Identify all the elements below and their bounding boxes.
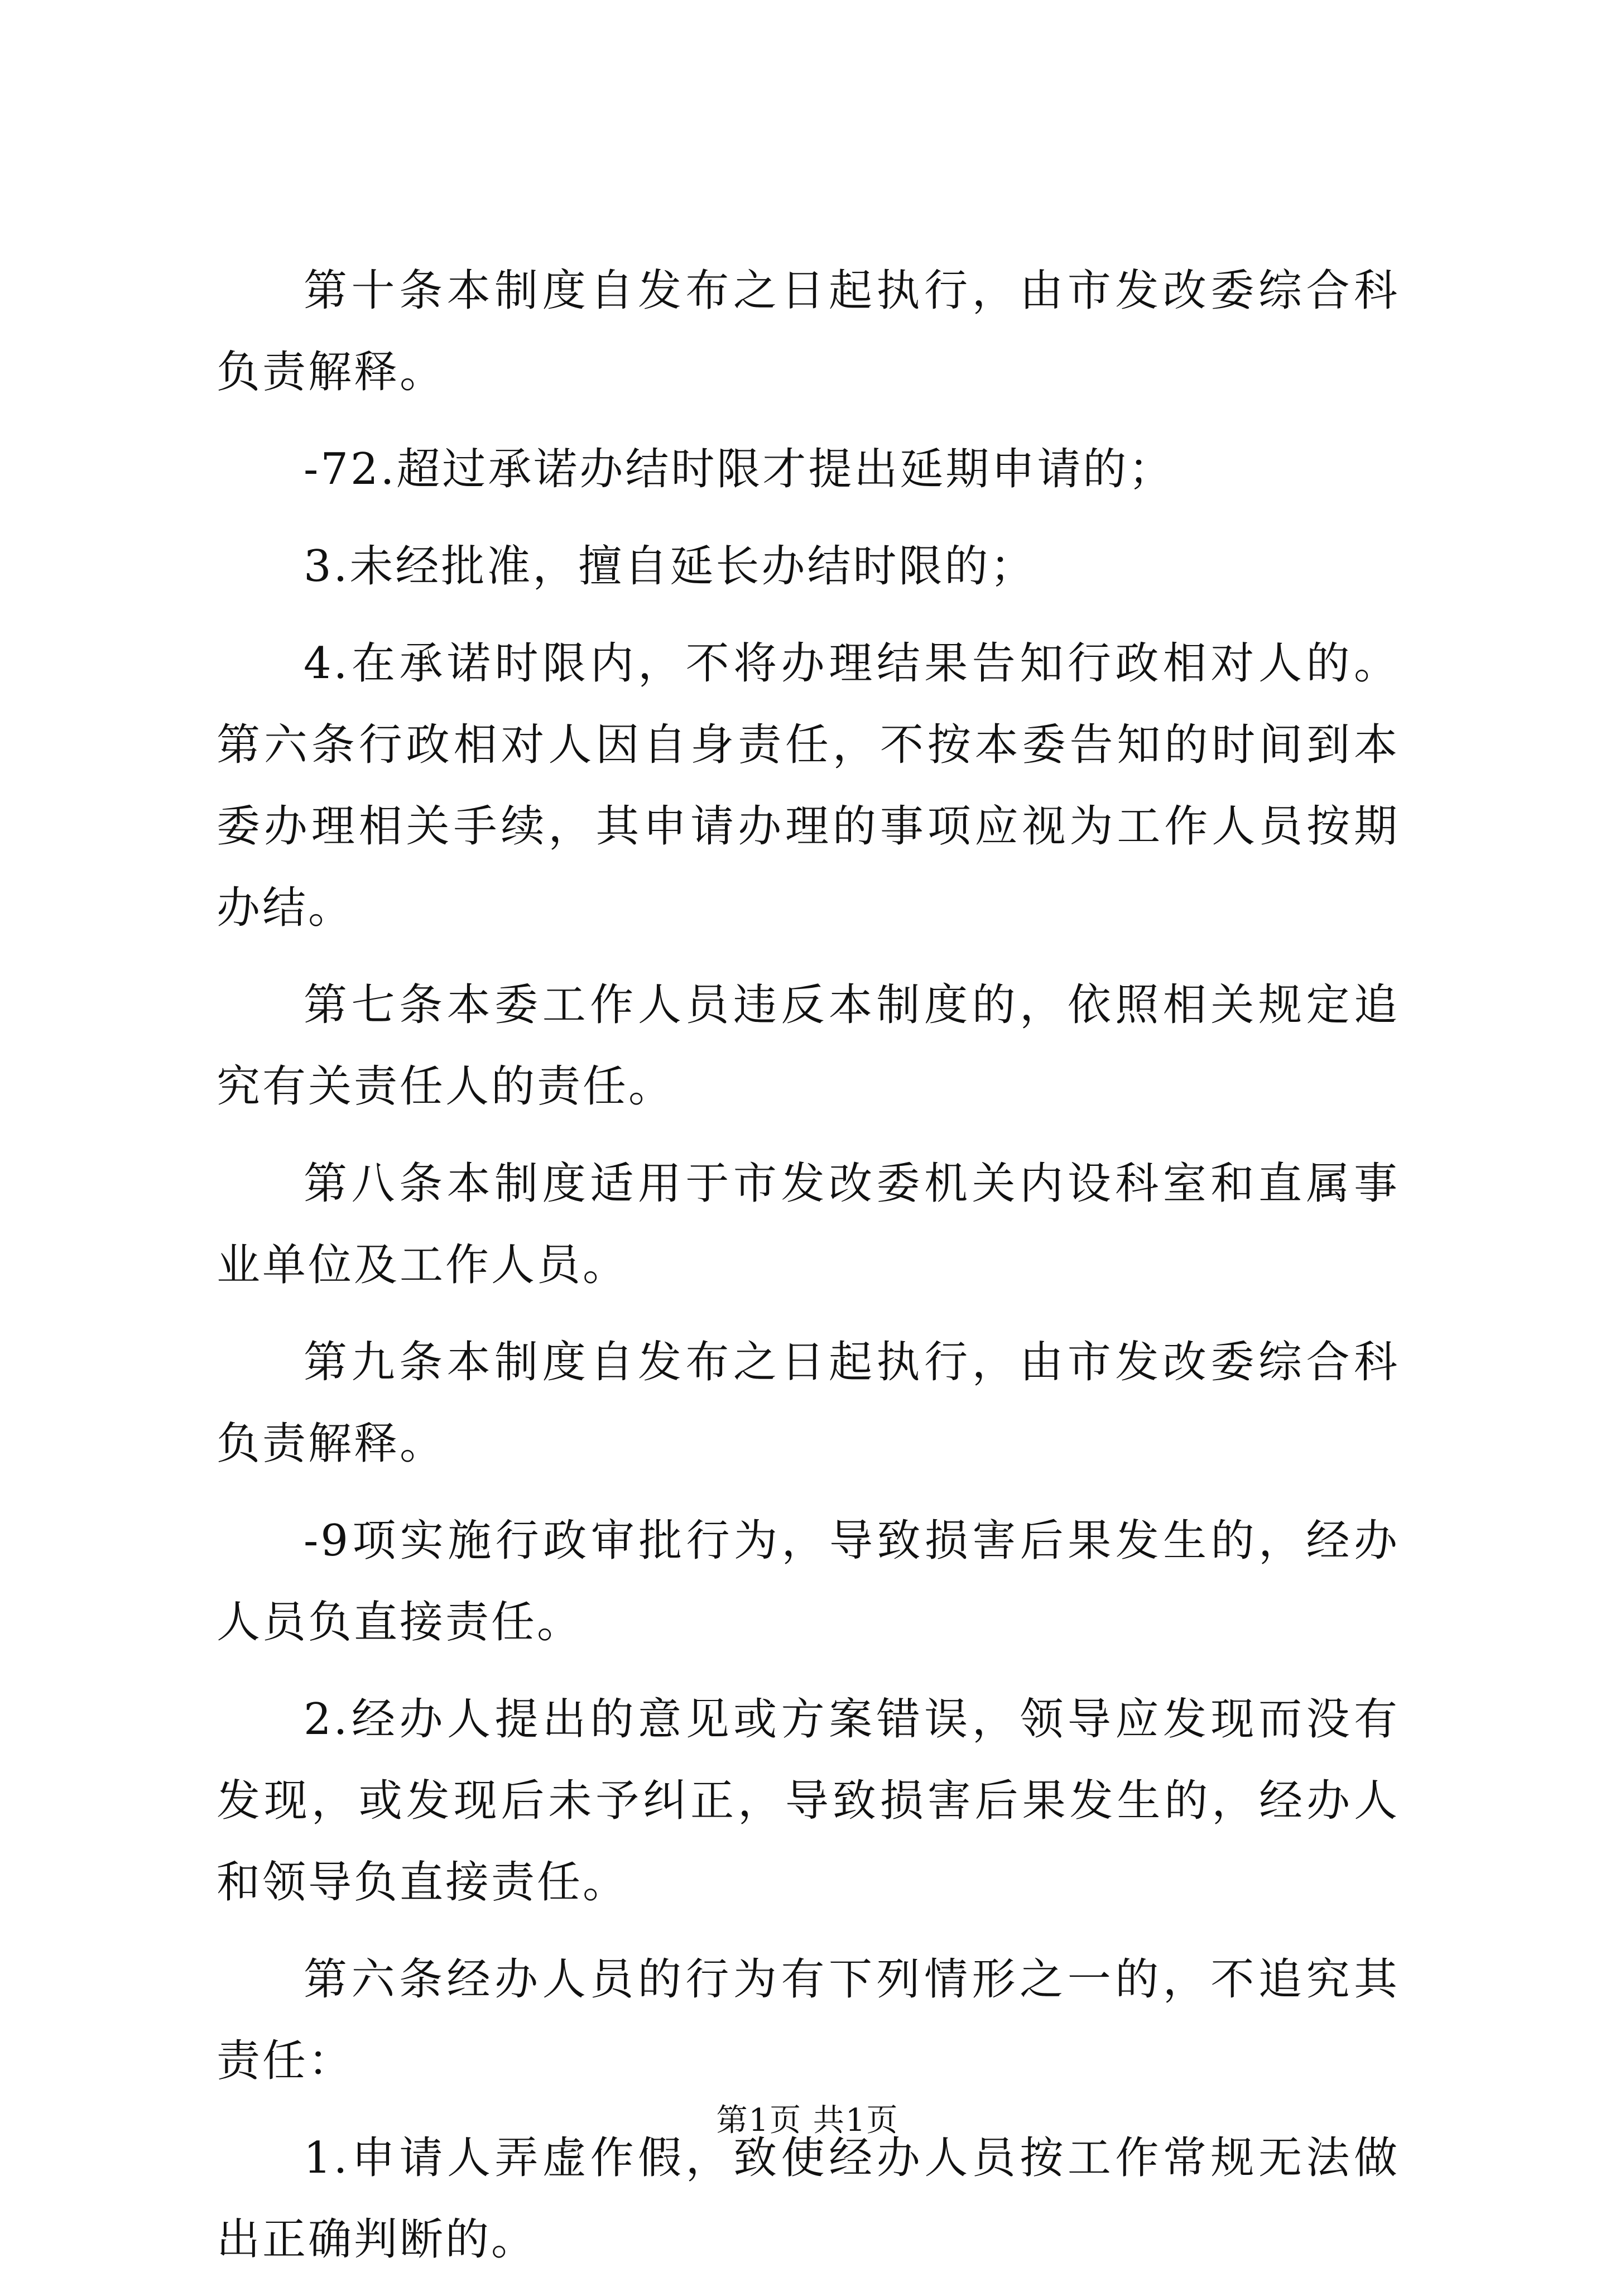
- paragraph-item-72: -72.超过承诺办结时限才提出延期申请的；: [304, 444, 1175, 494]
- paragraph-article-6: 第六条经办人员的行为有下列情形之一的，不追究其责任：: [217, 1954, 1400, 2086]
- paragraph-article-8: 第八条本制度适用于市发改委机关内设科室和直属事业单位及工作人员。: [217, 1159, 1400, 1290]
- paragraph-item-4-article-6: 4.在承诺时限内，不将办理结果告知行政相对人的。第六条行政相对人因自身责任，不按本委告知的时间到本委办理相关手续，其申请办理的事项应视为工作人员按期办结。: [217, 638, 1400, 933]
- page-footer: 第1页 共1页: [716, 2102, 899, 2139]
- paragraph-article-10: 第十条本制度自发布之日起执行，由市发改委综合科负责解释。: [217, 266, 1400, 397]
- paragraph-article-9: 第九条本制度自发布之日起执行，由市发改委综合科负责解释。: [217, 1337, 1400, 1469]
- paragraph-item-2: 2.经办人提出的意见或方案错误，领导应发现而没有发现，或发现后未予纠正，导致损害后果发生的，经办人和领导负直接责任。: [217, 1694, 1400, 1908]
- paragraph-item-1: 1.申请人弄虚作假，致使经办人员按工作常规无法做出正确判断的。: [217, 2133, 1400, 2265]
- document-body: [217, 250, 1400, 2296]
- paragraph-item-3: 3.未经批准，擅自延长办结时限的；: [304, 541, 1036, 592]
- paragraph-item-9: -9项实施行政审批行为，导致损害后果发生的，经办人员负直接责任。: [217, 1516, 1400, 1647]
- paragraph-article-7: 第七条本委工作人员违反本制度的，依照相关规定追究有关责任人的责任。: [217, 980, 1400, 1112]
